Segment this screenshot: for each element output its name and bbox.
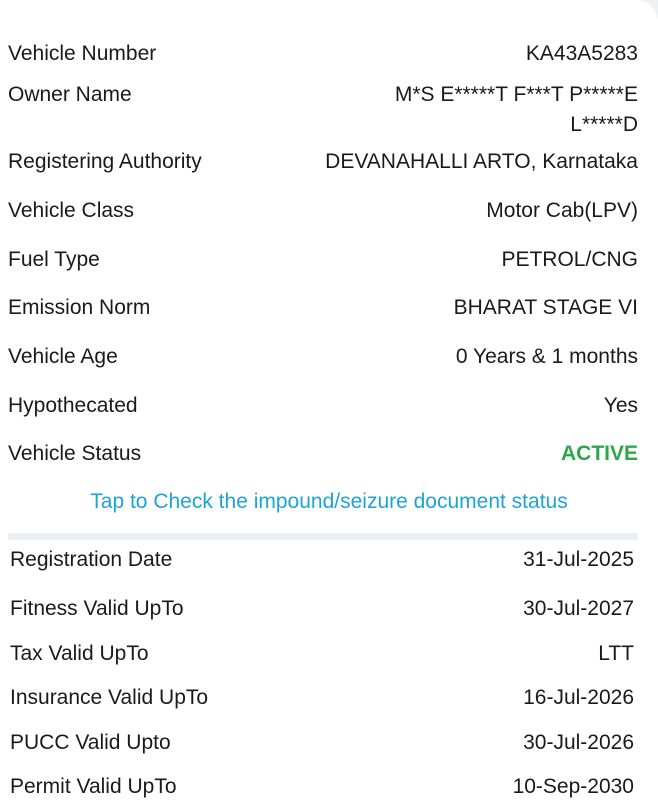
vehicle-class-label: Vehicle Class [8, 199, 135, 222]
impound-status-link[interactable]: Tap to Check the impound/seizure document status [90, 490, 568, 513]
pucc-valid-label: PUCC Valid Upto [10, 731, 171, 754]
vehicle-class-row [8, 198, 638, 224]
registering-authority-label: Registering Authority [8, 150, 202, 173]
registration-date-label: Registration Date [10, 548, 173, 571]
fuel-type-value: PETROL/CNG [501, 248, 638, 271]
hypothecated-value: Yes [603, 394, 638, 417]
insurance-valid-row [10, 685, 634, 711]
tax-valid-label: Tax Valid UpTo [10, 642, 149, 665]
insurance-valid-label: Insurance Valid UpTo [10, 686, 209, 709]
permit-valid-row [10, 774, 634, 800]
hypothecated-label: Hypothecated [8, 394, 138, 417]
vehicle-class-value: Motor Cab(LPV) [486, 199, 638, 222]
permit-valid-value: 10-Sep-2030 [512, 775, 634, 798]
section-divider [8, 533, 638, 540]
registration-date-value: 31-Jul-2025 [523, 548, 634, 571]
registering-authority-row [8, 149, 638, 175]
registration-date-row [10, 547, 634, 573]
tax-valid-value: LTT [598, 642, 634, 665]
fuel-type-row [8, 247, 638, 273]
emission-norm-label: Emission Norm [8, 296, 151, 319]
vehicle-age-label: Vehicle Age [8, 345, 118, 368]
fitness-valid-row [10, 596, 634, 622]
vehicle-number-value: KA43A5283 [525, 42, 638, 65]
owner-name-value: M*S E*****T F***T P*****E L*****D [394, 83, 638, 136]
owner-name-label: Owner Name [8, 83, 132, 106]
vehicle-age-row [8, 344, 638, 370]
vehicle-age-value: 0 Years & 1 months [455, 345, 638, 368]
emission-norm-row [8, 295, 638, 321]
fitness-valid-label: Fitness Valid UpTo [10, 597, 184, 620]
emission-norm-value: BHARAT STAGE VI [453, 296, 638, 319]
hypothecated-row [8, 393, 638, 419]
owner-name-row [8, 82, 638, 140]
registering-authority-value: DEVANAHALLI ARTO, Karnataka [325, 150, 638, 173]
vehicle-number-row [8, 41, 638, 67]
pucc-valid-row [10, 730, 634, 756]
vehicle-status-label: Vehicle Status [8, 442, 142, 465]
permit-valid-label: Permit Valid UpTo [10, 775, 177, 798]
pucc-valid-value: 30-Jul-2026 [523, 731, 634, 754]
fitness-valid-value: 30-Jul-2027 [523, 597, 634, 620]
vehicle-number-label: Vehicle Number [8, 42, 157, 65]
fuel-type-label: Fuel Type [8, 248, 100, 271]
insurance-valid-value: 16-Jul-2026 [523, 686, 634, 709]
vehicle-status-badge: ACTIVE [560, 442, 638, 465]
vehicle-status-row [8, 441, 638, 467]
tax-valid-row [10, 641, 634, 667]
